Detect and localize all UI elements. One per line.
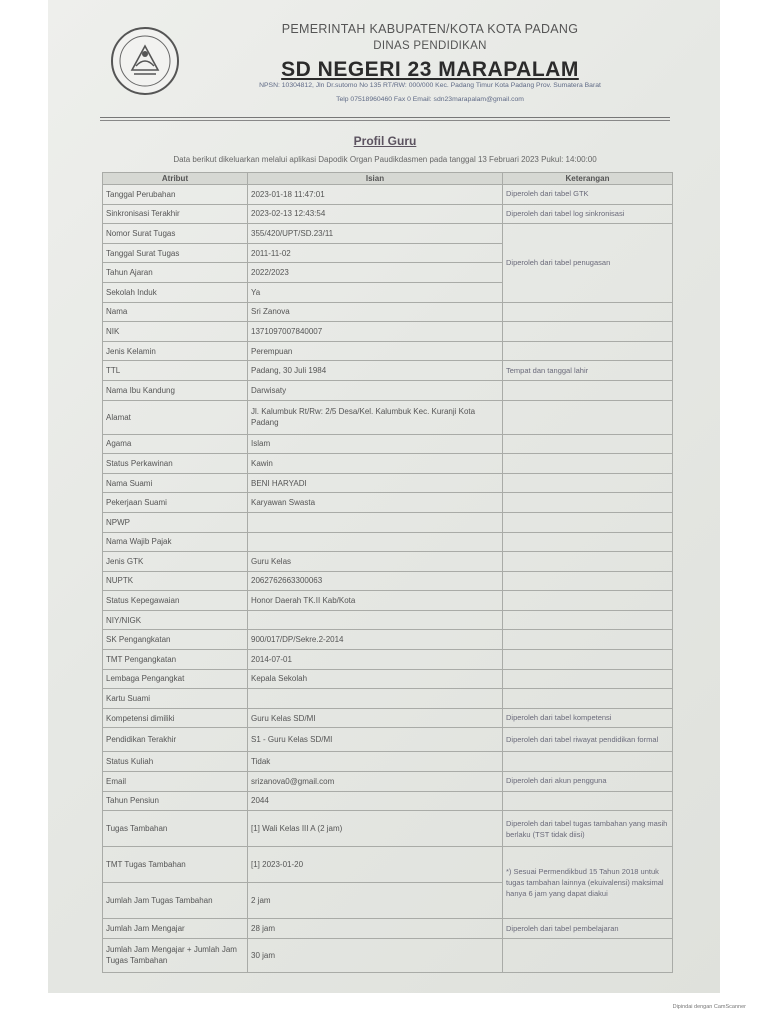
table-row bbox=[103, 400, 673, 434]
cell-isian: 28 jam bbox=[248, 919, 503, 939]
cell-isian bbox=[248, 532, 503, 552]
header-atribut: Atribut bbox=[103, 173, 248, 185]
cell-keterangan-penugasan: Diperoleh dari tabel penugasan bbox=[503, 224, 673, 302]
cell-isian: [1] Wali Kelas III A (2 jam) bbox=[248, 811, 503, 847]
cell-atribut: NPWP bbox=[103, 512, 248, 532]
cell-atribut: Status Perkawinan bbox=[103, 454, 248, 474]
cell-keterangan bbox=[503, 322, 673, 342]
cell-isian: 2022/2023 bbox=[248, 263, 503, 283]
cell-keterangan bbox=[503, 571, 673, 591]
cell-keterangan bbox=[503, 938, 673, 972]
table-row bbox=[103, 302, 673, 322]
cell-isian: Ya bbox=[248, 282, 503, 302]
cell-isian: Karyawan Swasta bbox=[248, 493, 503, 513]
cell-atribut: Tanggal Surat Tugas bbox=[103, 243, 248, 263]
cell-keterangan: Diperoleh dari tabel kompetensi bbox=[503, 708, 673, 728]
header-rule-thin bbox=[100, 120, 670, 121]
table-row bbox=[103, 361, 673, 381]
cell-isian: Padang, 30 Juli 1984 bbox=[248, 361, 503, 381]
cell-isian bbox=[248, 610, 503, 630]
cell-atribut: Jumlah Jam Mengajar bbox=[103, 919, 248, 939]
cell-atribut: Nama Suami bbox=[103, 473, 248, 493]
table-row bbox=[103, 224, 673, 244]
cell-keterangan bbox=[503, 669, 673, 689]
table-row bbox=[103, 669, 673, 689]
cell-isian: S1 - Guru Kelas SD/MI bbox=[248, 728, 503, 752]
header-department: DINAS PENDIDIKAN bbox=[373, 40, 487, 52]
cell-atribut: Nama Ibu Kandung bbox=[103, 380, 248, 400]
header-keterangan: Keterangan bbox=[503, 173, 673, 185]
cell-keterangan: Diperoleh dari tabel riwayat pendidikan formal bbox=[503, 728, 673, 752]
table-row bbox=[103, 938, 673, 972]
cell-atribut: Nomor Surat Tugas bbox=[103, 224, 248, 244]
table-row bbox=[103, 610, 673, 630]
cell-isian: Kawin bbox=[248, 454, 503, 474]
table-row bbox=[103, 791, 673, 811]
cell-atribut: Jenis Kelamin bbox=[103, 341, 248, 361]
cell-keterangan bbox=[503, 752, 673, 772]
cell-isian: Perempuan bbox=[248, 341, 503, 361]
cell-keterangan bbox=[503, 434, 673, 454]
cell-atribut: Email bbox=[103, 772, 248, 792]
cell-isian: Jl. Kalumbuk Rt/Rw: 2/5 Desa/Kel. Kalumbuk Kec. Kuranji Kota Padang bbox=[248, 400, 503, 434]
cell-keterangan: Diperoleh dari tabel tugas tambahan yang masih berlaku (TST tidak diisi) bbox=[503, 811, 673, 847]
cell-keterangan: Tempat dan tanggal lahir bbox=[503, 361, 673, 381]
cell-keterangan bbox=[503, 302, 673, 322]
table-row bbox=[103, 752, 673, 772]
cell-keterangan: Diperoleh dari tabel pembelajaran bbox=[503, 919, 673, 939]
cell-atribut: NUPTK bbox=[103, 571, 248, 591]
cell-isian: 2011-11-02 bbox=[248, 243, 503, 263]
table-row bbox=[103, 772, 673, 792]
table-row bbox=[103, 650, 673, 670]
cell-isian: Guru Kelas SD/MI bbox=[248, 708, 503, 728]
cell-isian bbox=[248, 689, 503, 709]
cell-atribut: Sinkronisasi Terakhir bbox=[103, 204, 248, 224]
table-row bbox=[103, 473, 673, 493]
cell-keterangan bbox=[503, 454, 673, 474]
cell-isian: Kepala Sekolah bbox=[248, 669, 503, 689]
table-row bbox=[103, 341, 673, 361]
header-government: PEMERINTAH KABUPATEN/KOTA KOTA PADANG bbox=[281, 22, 579, 36]
table-row bbox=[103, 847, 673, 883]
cell-isian: 2023-02-13 12:43:54 bbox=[248, 204, 503, 224]
cell-atribut: Lembaga Pengangkat bbox=[103, 669, 248, 689]
table-row bbox=[103, 434, 673, 454]
table-row bbox=[103, 919, 673, 939]
cell-atribut: Pendidikan Terakhir bbox=[103, 728, 248, 752]
cell-keterangan bbox=[503, 650, 673, 670]
table-row bbox=[103, 512, 673, 532]
cell-atribut: TMT Pengangkatan bbox=[103, 650, 248, 670]
cell-isian: BENI HARYADI bbox=[248, 473, 503, 493]
cell-atribut: Tahun Pensiun bbox=[103, 791, 248, 811]
table-row bbox=[103, 811, 673, 847]
school-name: SD NEGERI 23 MARAPALAM bbox=[281, 58, 579, 81]
cell-keterangan bbox=[503, 473, 673, 493]
cell-atribut: NIK bbox=[103, 322, 248, 342]
table-row bbox=[103, 185, 673, 205]
cell-atribut: Jenis GTK bbox=[103, 552, 248, 572]
header-rule bbox=[100, 117, 670, 118]
cell-atribut: TTL bbox=[103, 361, 248, 381]
cell-atribut: Alamat bbox=[103, 400, 248, 434]
cell-isian: 1371097007840007 bbox=[248, 322, 503, 342]
cell-atribut: Pekerjaan Suami bbox=[103, 493, 248, 513]
table-row bbox=[103, 630, 673, 650]
table-row bbox=[103, 204, 673, 224]
cell-isian: Guru Kelas bbox=[248, 552, 503, 572]
cell-isian: 2044 bbox=[248, 791, 503, 811]
cell-keterangan: Diperoleh dari tabel log sinkronisasi bbox=[503, 204, 673, 224]
cell-isian: [1] 2023-01-20 bbox=[248, 847, 503, 883]
cell-atribut: Nama Wajib Pajak bbox=[103, 532, 248, 552]
cell-atribut: NIY/NIGK bbox=[103, 610, 248, 630]
cell-keterangan bbox=[503, 591, 673, 611]
cell-keterangan-permendikbud: *) Sesuai Permendikbud 15 Tahun 2018 untuk tugas tambahan lainnya (ekuivalensi) maksimal hanya 6 jam yang dapat diakui bbox=[503, 847, 673, 919]
cell-keterangan bbox=[503, 341, 673, 361]
scanner-watermark: Dipindai dengan CamScanner bbox=[672, 1004, 746, 1010]
table-row bbox=[103, 552, 673, 572]
tut-wuri-handayani-logo bbox=[110, 26, 180, 96]
cell-atribut: SK Pengangkatan bbox=[103, 630, 248, 650]
school-address: NPSN: 10304812, Jln Dr.sutomo No 135 RT/RW: 000/000 Kec. Padang Timur Kota Padang Prov. Sumatera Barat bbox=[259, 82, 601, 89]
cell-keterangan bbox=[503, 630, 673, 650]
table-header-row bbox=[103, 173, 673, 185]
table-row bbox=[103, 708, 673, 728]
cell-isian: 2014-07-01 bbox=[248, 650, 503, 670]
cell-isian: Darwisaty bbox=[248, 380, 503, 400]
cell-isian: Tidak bbox=[248, 752, 503, 772]
cell-atribut: Tanggal Perubahan bbox=[103, 185, 248, 205]
cell-atribut: Tahun Ajaran bbox=[103, 263, 248, 283]
cell-isian: 355/420/UPT/SD.23/11 bbox=[248, 224, 503, 244]
page-title: Profil Guru bbox=[353, 134, 417, 148]
table-row bbox=[103, 532, 673, 552]
table-row bbox=[103, 322, 673, 342]
cell-atribut: Jumlah Jam Mengajar + Jumlah Jam Tugas Tambahan bbox=[103, 938, 248, 972]
cell-isian: Islam bbox=[248, 434, 503, 454]
school-contact: Telp 07518960460 Fax 0 Email: sdn23marapalam@gmail.com bbox=[336, 96, 524, 103]
cell-isian: Sri Zanova bbox=[248, 302, 503, 322]
cell-keterangan bbox=[503, 532, 673, 552]
cell-isian: 2023-01-18 11:47:01 bbox=[248, 185, 503, 205]
cell-keterangan bbox=[503, 689, 673, 709]
cell-isian bbox=[248, 512, 503, 532]
cell-keterangan bbox=[503, 493, 673, 513]
table-row bbox=[103, 728, 673, 752]
cell-isian: Honor Daerah TK.II Kab/Kota bbox=[248, 591, 503, 611]
cell-atribut: Agama bbox=[103, 434, 248, 454]
cell-atribut: Jumlah Jam Tugas Tambahan bbox=[103, 883, 248, 919]
cell-isian: 900/017/DP/Sekre.2-2014 bbox=[248, 630, 503, 650]
header-isian: Isian bbox=[248, 173, 503, 185]
table-row bbox=[103, 454, 673, 474]
cell-keterangan bbox=[503, 400, 673, 434]
cell-atribut: Status Kuliah bbox=[103, 752, 248, 772]
table-row bbox=[103, 380, 673, 400]
cell-keterangan bbox=[503, 512, 673, 532]
profile-table bbox=[102, 172, 673, 973]
cell-atribut: Status Kepegawaian bbox=[103, 591, 248, 611]
cell-atribut: Tugas Tambahan bbox=[103, 811, 248, 847]
cell-keterangan bbox=[503, 380, 673, 400]
cell-atribut: Kompetensi dimiliki bbox=[103, 708, 248, 728]
table-row bbox=[103, 493, 673, 513]
table-row bbox=[103, 591, 673, 611]
intro-text: Data berikut dikeluarkan melalui aplikasi Dapodik Organ Paudikdasmen pada tanggal 13 Februari 2023 Pukul: 14:00:00 bbox=[173, 155, 597, 164]
cell-keterangan: Diperoleh dari akun pengguna bbox=[503, 772, 673, 792]
table-row bbox=[103, 571, 673, 591]
cell-atribut: Kartu Suami bbox=[103, 689, 248, 709]
cell-keterangan: Diperoleh dari tabel GTK bbox=[503, 185, 673, 205]
cell-atribut: Nama bbox=[103, 302, 248, 322]
cell-isian: srizanova0@gmail.com bbox=[248, 772, 503, 792]
cell-isian: 2 jam bbox=[248, 883, 503, 919]
cell-keterangan bbox=[503, 552, 673, 572]
cell-atribut: TMT Tugas Tambahan bbox=[103, 847, 248, 883]
cell-isian: 2062762663300063 bbox=[248, 571, 503, 591]
cell-keterangan bbox=[503, 791, 673, 811]
table-row bbox=[103, 689, 673, 709]
cell-keterangan bbox=[503, 610, 673, 630]
cell-isian: 30 jam bbox=[248, 938, 503, 972]
cell-atribut: Sekolah Induk bbox=[103, 282, 248, 302]
